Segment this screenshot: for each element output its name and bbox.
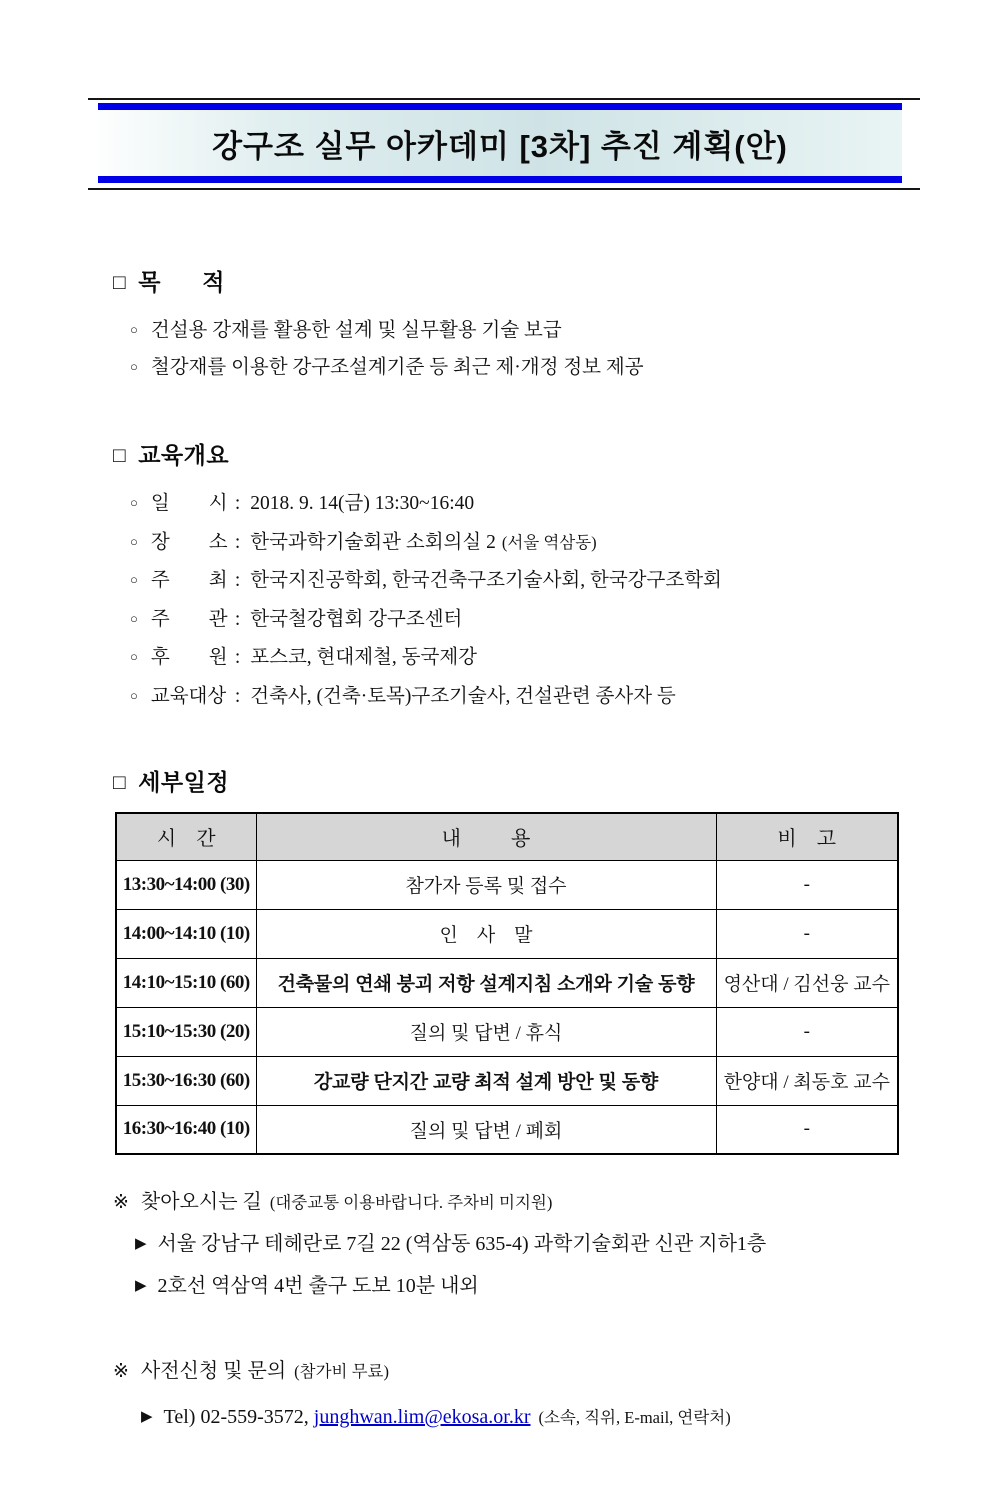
list-item: [113, 350, 932, 387]
list-item: [135, 1266, 932, 1308]
section-schedule: [113, 764, 932, 1155]
document-content: [0, 264, 992, 1439]
schedule-note: -: [716, 860, 898, 909]
directions-item-text: 서울 강남구 테헤란로 7길 22 (역삼동 635-4) 과학기술회관 신관 지하1층: [157, 1233, 767, 1255]
section-overview: [113, 437, 932, 716]
schedule-content: 참가자 등록 및 접수: [256, 860, 716, 909]
col-header-note: 비 고: [716, 813, 898, 860]
schedule-content: 질의 및 답변 / 휴식: [256, 1007, 716, 1056]
col-header-time: 시 간: [116, 813, 256, 860]
schedule-heading: [113, 764, 932, 797]
circle-bullet-icon: ○: [130, 322, 138, 337]
overview-heading-label: 교육개요: [138, 442, 230, 468]
schedule-content: 강교량 단지간 교량 최적 설계 방안 및 동향: [256, 1056, 716, 1105]
purpose-item-text: 철강재를 이용한 강구조설계기준 등 최근 제·개정 정보 제공: [150, 357, 644, 378]
directions-item-text: 2호선 역삼역 4번 출구 도보 10분 내외: [157, 1275, 479, 1297]
directions-note: [113, 1185, 932, 1308]
page-title: 강구조 실무 아카데미 [3차] 추진 계획(안): [212, 128, 788, 164]
contact-email-link[interactable]: junghwan.lim@ekosa.or.kr: [313, 1406, 531, 1428]
schedule-table: [115, 812, 899, 1155]
circle-bullet-icon: ○: [130, 649, 138, 664]
list-item: [113, 678, 932, 717]
circle-bullet-icon: ○: [130, 572, 138, 587]
square-bullet-icon: □: [113, 444, 127, 467]
list-item: [113, 313, 932, 350]
schedule-time: 14:10~15:10 (60): [116, 958, 256, 1007]
contact-tel: Tel) 02-559-3572,: [163, 1406, 309, 1428]
list-item: [113, 562, 932, 601]
col-header-content: 내 용: [256, 813, 716, 860]
purpose-heading: [113, 264, 932, 297]
directions-heading-note: (대중교통 이용바랍니다. 주차비 미지원): [269, 1193, 553, 1212]
colon: :: [234, 608, 241, 630]
schedule-content: 건축물의 연쇄 붕괴 저항 설계지침 소개와 기술 동향: [256, 958, 716, 1007]
colon: :: [234, 493, 241, 514]
overview-label: 주 관: [150, 608, 228, 630]
list-item: [113, 601, 932, 640]
schedule-time: 15:30~16:30 (60): [116, 1056, 256, 1105]
schedule-time: 15:10~15:30 (20): [116, 1007, 256, 1056]
overview-value: 한국과학기술회관 소회의실 2: [250, 531, 496, 553]
purpose-heading-label: 목 적: [138, 269, 225, 295]
colon: :: [234, 531, 241, 553]
overview-value: 한국철강협회 강구조센터: [250, 608, 463, 630]
table-row: [116, 1105, 898, 1154]
overview-value: 2018. 9. 14(금) 13:30~16:40: [250, 493, 475, 514]
overview-label: 주 최: [150, 570, 228, 591]
schedule-note: -: [716, 1105, 898, 1154]
overview-label: 교육대상: [150, 685, 227, 707]
colon: :: [234, 647, 241, 668]
overview-list: [113, 485, 932, 716]
title-banner: [88, 98, 920, 190]
colon: :: [234, 685, 241, 707]
list-item: [141, 1397, 932, 1439]
schedule-time: 14:00~14:10 (10): [116, 909, 256, 958]
schedule-note: 영산대 / 김선웅 교수: [716, 958, 898, 1007]
overview-heading: [113, 437, 932, 470]
purpose-list: [113, 313, 932, 387]
schedule-time: 16:30~16:40 (10): [116, 1105, 256, 1154]
document-page: [0, 98, 992, 1439]
schedule-content: 인 사 말: [256, 909, 716, 958]
directions-heading-label: 찾아오시는 길: [140, 1191, 262, 1213]
square-bullet-icon: □: [113, 271, 127, 294]
schedule-time: 13:30~14:00 (30): [116, 860, 256, 909]
list-item: [113, 524, 932, 563]
contact-note: [113, 1354, 932, 1439]
schedule-note: -: [716, 1007, 898, 1056]
colon: :: [234, 570, 241, 591]
section-purpose: [113, 264, 932, 387]
list-item: [135, 1224, 932, 1266]
overview-value: 포스코, 현대제철, 동국제강: [250, 647, 477, 668]
directions-list: [113, 1224, 932, 1308]
overview-value: 한국지진공학회, 한국건축구조기술사회, 한국강구조학회: [250, 570, 722, 591]
contact-suffix: (소속, 직위, E-mail, 연락처): [538, 1408, 731, 1427]
arrow-bullet-icon: ▶: [135, 1278, 147, 1294]
circle-bullet-icon: ○: [130, 610, 138, 626]
circle-bullet-icon: ○: [130, 359, 138, 374]
schedule-note: -: [716, 909, 898, 958]
circle-bullet-icon: ○: [130, 687, 138, 703]
contact-list: [113, 1397, 932, 1439]
directions-heading: [113, 1185, 932, 1214]
contact-heading-label: 사전신청 및 문의: [140, 1360, 287, 1382]
table-row: [116, 860, 898, 909]
purpose-item-text: 건설용 강재를 활용한 설계 및 실무활용 기술 보급: [150, 320, 562, 341]
square-bullet-icon: □: [113, 771, 127, 794]
list-item: [113, 639, 932, 678]
reference-mark-icon: ※: [113, 1361, 129, 1382]
schedule-heading-label: 세부일정: [138, 769, 230, 795]
schedule-content: 질의 및 답변 / 폐회: [256, 1105, 716, 1154]
table-row: [116, 958, 898, 1007]
circle-bullet-icon: ○: [130, 495, 138, 510]
overview-value-note: (서울 역삼동): [501, 532, 597, 552]
title-banner-box: [98, 103, 902, 183]
contact-heading: [113, 1354, 932, 1383]
list-item: [113, 485, 932, 524]
table-row: [116, 1007, 898, 1056]
overview-label: 후 원: [150, 647, 228, 668]
overview-label: 장 소: [150, 531, 228, 553]
arrow-bullet-icon: ▶: [141, 1409, 153, 1425]
table-row: [116, 909, 898, 958]
overview-label: 일 시: [150, 493, 228, 514]
table-header-row: [116, 813, 898, 860]
overview-value: 건축사, (건축·토목)구조기술사, 건설관련 종사자 등: [250, 685, 676, 707]
schedule-note: 한양대 / 최동호 교수: [716, 1056, 898, 1105]
contact-heading-note: (참가비 무료): [294, 1362, 389, 1381]
table-row: [116, 1056, 898, 1105]
reference-mark-icon: ※: [113, 1192, 129, 1213]
arrow-bullet-icon: ▶: [135, 1236, 147, 1252]
circle-bullet-icon: ○: [130, 533, 138, 549]
